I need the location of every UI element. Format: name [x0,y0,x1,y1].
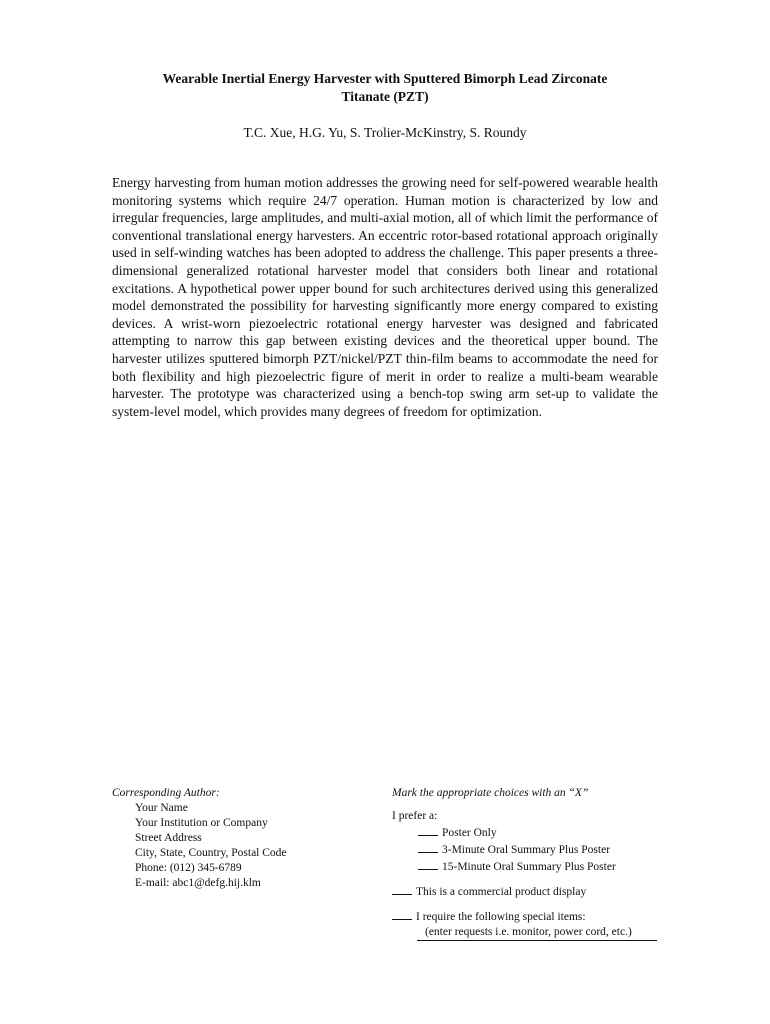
special-items-note: (enter requests i.e. monitor, power cord, etc.) [425,926,632,938]
special-items-entry-line[interactable] [417,940,657,941]
author-institution: Your Institution or Company [135,817,268,829]
blank-line[interactable] [418,858,438,870]
blank-line[interactable] [418,841,438,853]
author-list: T.C. Xue, H.G. Yu, S. Trolier-McKinstry, S. Roundy [243,125,527,140]
option-label: Poster Only [442,827,497,839]
title-line-1: Wearable Inertial Energy Harvester with Sputtered Bimorph Lead Zirconate [162,71,608,86]
presentation-choices-block [392,786,662,940]
title-line-2: Titanate (PZT) [341,89,429,104]
author-phone: Phone: (012) 345-6789 [135,862,242,874]
corresponding-author-block [112,786,362,891]
abstract-paragraph: Energy harvesting from human motion addresses the growing need for self-powered wearable health monitoring systems which require 24/7 operation. Human motion is characterized by low and irregular frequencies, large amplitudes, and multi-axial motion, all of which limit the performance of conventional translational energy harvesters. An eccentric rotor-based rotational approach originally used in self-winding watches has been adopted to address the challenge. This paper presents a three-dimensional generalized rotational harvester model that considers both linear and rotational excitations. A hypothetical power upper bound for such architectures derived using this generalized model demonstrated the possibility for harvesting significantly more energy compared to existing devices. A wrist-worn piezoelectric rotational energy harvester was designed and fabricated attempting to narrow this gap between existing devices and the theoretical upper bound. The harvester utilizes sputtered bimorph PZT/nickel/PZT thin-film beams to accommodate the need for both flexibility and high piezoelectric figure of merit in order to realize a multi-beam wearable harvester. The prototype was characterized using a bench-top swing arm set-up to validate the system-level model, which provides many degrees of freedom for optimization. [112,175,658,419]
prefer-label: I prefer a: [392,810,438,822]
blank-line[interactable] [392,883,412,895]
option-label: 3-Minute Oral Summary Plus Poster [442,844,611,856]
blank-line[interactable] [418,824,438,836]
paper-title [112,70,658,106]
author-street: Street Address [135,832,202,844]
option-label: I require the following special items: [416,911,586,923]
corresponding-heading: Corresponding Author: [112,787,220,799]
option-3min[interactable] [392,841,662,858]
option-15min[interactable] [392,858,662,875]
option-poster[interactable] [392,824,662,841]
author-name: Your Name [135,802,188,814]
option-label: This is a commercial product display [416,886,587,898]
blank-line[interactable] [392,908,412,920]
author-city: City, State, Country, Postal Code [135,847,287,859]
option-commercial[interactable] [392,883,662,900]
option-special-items[interactable] [392,908,662,925]
choices-heading: Mark the appropriate choices with an “X” [392,787,589,799]
option-label: 15-Minute Oral Summary Plus Poster [442,861,616,873]
author-email: E-mail: abc1@defg.hij.klm [135,877,261,889]
